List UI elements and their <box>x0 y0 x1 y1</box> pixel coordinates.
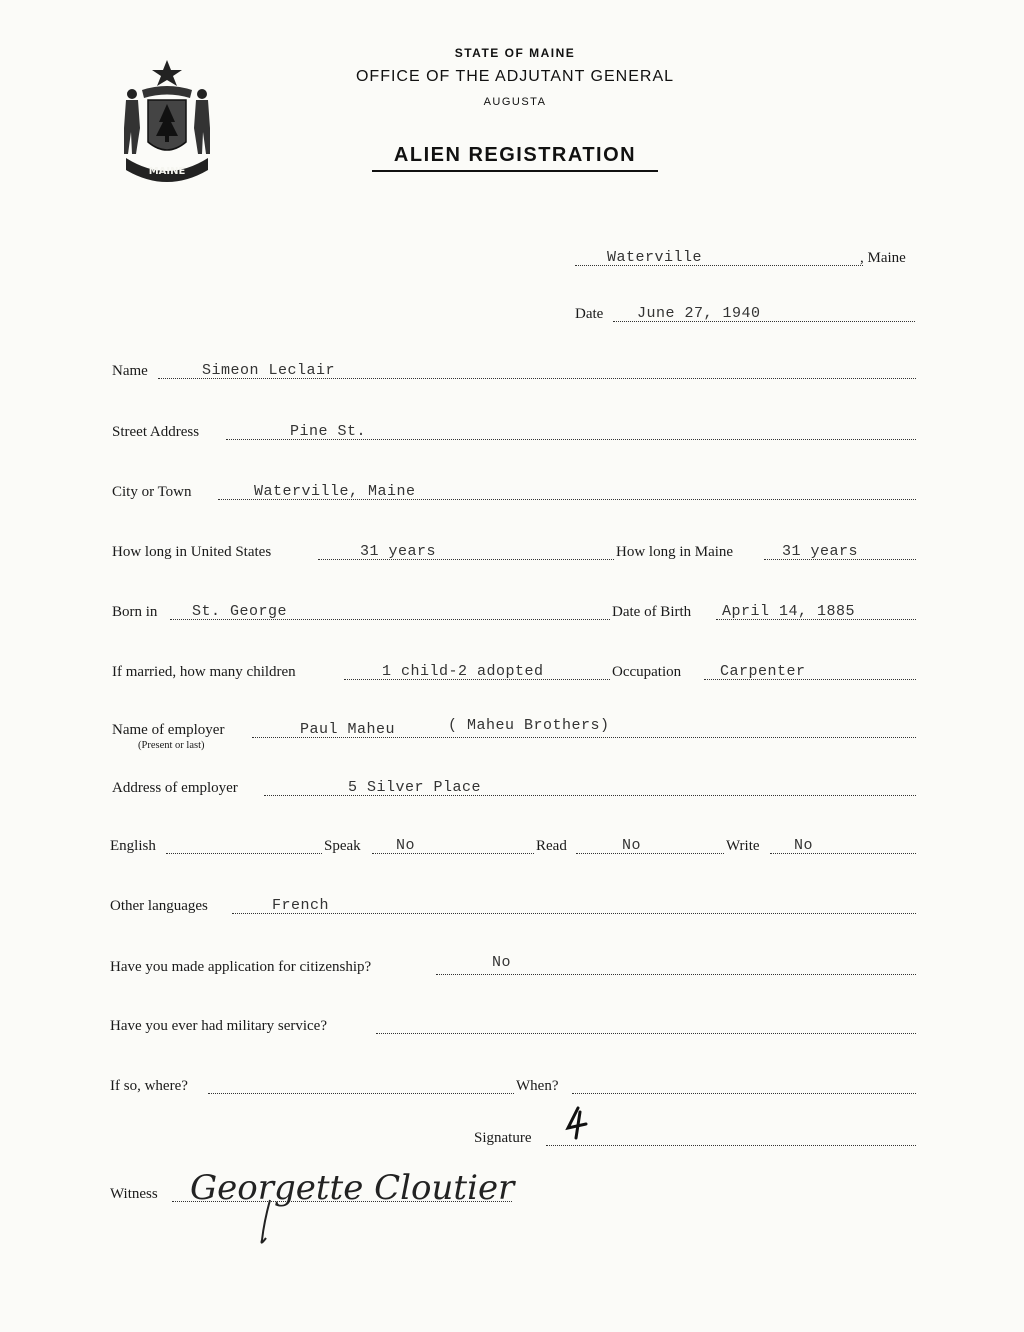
speak-value[interactable]: No <box>396 837 416 854</box>
military-label: Have you ever had military service? <box>110 1018 327 1034</box>
other-languages-line <box>232 913 916 914</box>
maine-seal-icon <box>112 58 222 186</box>
dob-value[interactable]: April 14, 1885 <box>722 603 856 620</box>
witness-flourish-icon <box>178 1160 528 1246</box>
citizenship-line <box>436 974 916 975</box>
name-row <box>112 359 916 383</box>
date-label: Date <box>575 306 604 322</box>
city-value[interactable]: Waterville, Maine <box>254 483 416 500</box>
us-time-label: How long in United States <box>112 544 272 560</box>
witness-signature[interactable]: Georgette Cloutier <box>190 1168 515 1208</box>
read-line <box>576 853 724 854</box>
place-suffix: , Maine <box>860 250 906 266</box>
title-underline <box>372 170 658 172</box>
name-label: Name <box>112 363 148 379</box>
signature-mark-icon <box>560 1106 588 1140</box>
place-row <box>575 246 920 270</box>
occupation-label: Occupation <box>612 664 682 680</box>
occupation-value[interactable]: Carpenter <box>720 663 806 680</box>
maine-time-label: How long in Maine <box>616 544 734 560</box>
military-line <box>376 1033 916 1034</box>
signature-label: Signature <box>474 1130 532 1146</box>
date-row <box>575 302 920 326</box>
header-office: OFFICE OF THE ADJUTANT GENERAL <box>355 68 675 85</box>
other-languages-value[interactable]: French <box>272 897 330 914</box>
write-label: Write <box>726 838 760 854</box>
english-row <box>110 834 916 858</box>
header-state: STATE OF MAINE <box>454 46 576 60</box>
employer-row <box>112 718 916 742</box>
english-line <box>166 853 322 854</box>
other-languages-label: Other languages <box>110 898 208 914</box>
employer-address-row <box>112 776 916 800</box>
family-row <box>112 660 916 684</box>
residency-row <box>112 540 916 564</box>
employer-address-value[interactable]: 5 Silver Place <box>348 779 482 796</box>
employer-value-alt[interactable]: ( Maheu Brothers) <box>448 717 610 734</box>
date-value[interactable]: June 27, 1940 <box>637 305 761 322</box>
header-city: AUGUSTA <box>483 96 547 108</box>
city-row <box>112 480 916 504</box>
write-value[interactable]: No <box>794 837 814 854</box>
speak-label: Speak <box>324 838 361 854</box>
read-value[interactable]: No <box>622 837 642 854</box>
signature-row <box>474 1126 916 1150</box>
employer-value[interactable]: Paul Maheu <box>300 721 396 738</box>
seal-lettering: MAINE <box>148 166 186 177</box>
employer-address-label: Address of employer <box>112 780 238 796</box>
city-label: City or Town <box>112 484 192 500</box>
form-title: ALIEN REGISTRATION <box>393 144 637 166</box>
write-line <box>770 853 916 854</box>
service-row <box>110 1074 916 1098</box>
military-row <box>110 1014 916 1038</box>
born-in-label: Born in <box>112 604 158 620</box>
employer-sublabel: (Present or last) <box>138 740 205 751</box>
us-time-value[interactable]: 31 years <box>360 543 437 560</box>
read-label: Read <box>536 838 567 854</box>
other-languages-row <box>110 894 916 918</box>
where-line <box>208 1093 514 1094</box>
employer-label: Name of employer <box>112 722 225 738</box>
signature-line <box>546 1145 916 1146</box>
english-label: English <box>110 838 156 854</box>
street-label: Street Address <box>112 424 200 440</box>
dob-label: Date of Birth <box>612 604 692 620</box>
birth-row <box>112 600 916 624</box>
maine-time-value[interactable]: 31 years <box>782 543 859 560</box>
street-row <box>112 420 916 444</box>
where-label: If so, where? <box>110 1078 188 1094</box>
citizenship-row <box>110 955 916 979</box>
name-value[interactable]: Simeon Leclair <box>202 362 336 379</box>
witness-label: Witness <box>110 1186 158 1202</box>
citizenship-value[interactable]: No <box>492 954 512 971</box>
children-value[interactable]: 1 child-2 adopted <box>382 663 544 680</box>
children-label: If married, how many children <box>112 664 296 680</box>
place-value[interactable]: Waterville <box>607 249 703 266</box>
when-label: When? <box>516 1078 559 1094</box>
when-line <box>572 1093 916 1094</box>
street-value[interactable]: Pine St. <box>290 423 367 440</box>
citizenship-label: Have you made application for citizenship? <box>110 959 372 975</box>
born-in-value[interactable]: St. George <box>192 603 288 620</box>
